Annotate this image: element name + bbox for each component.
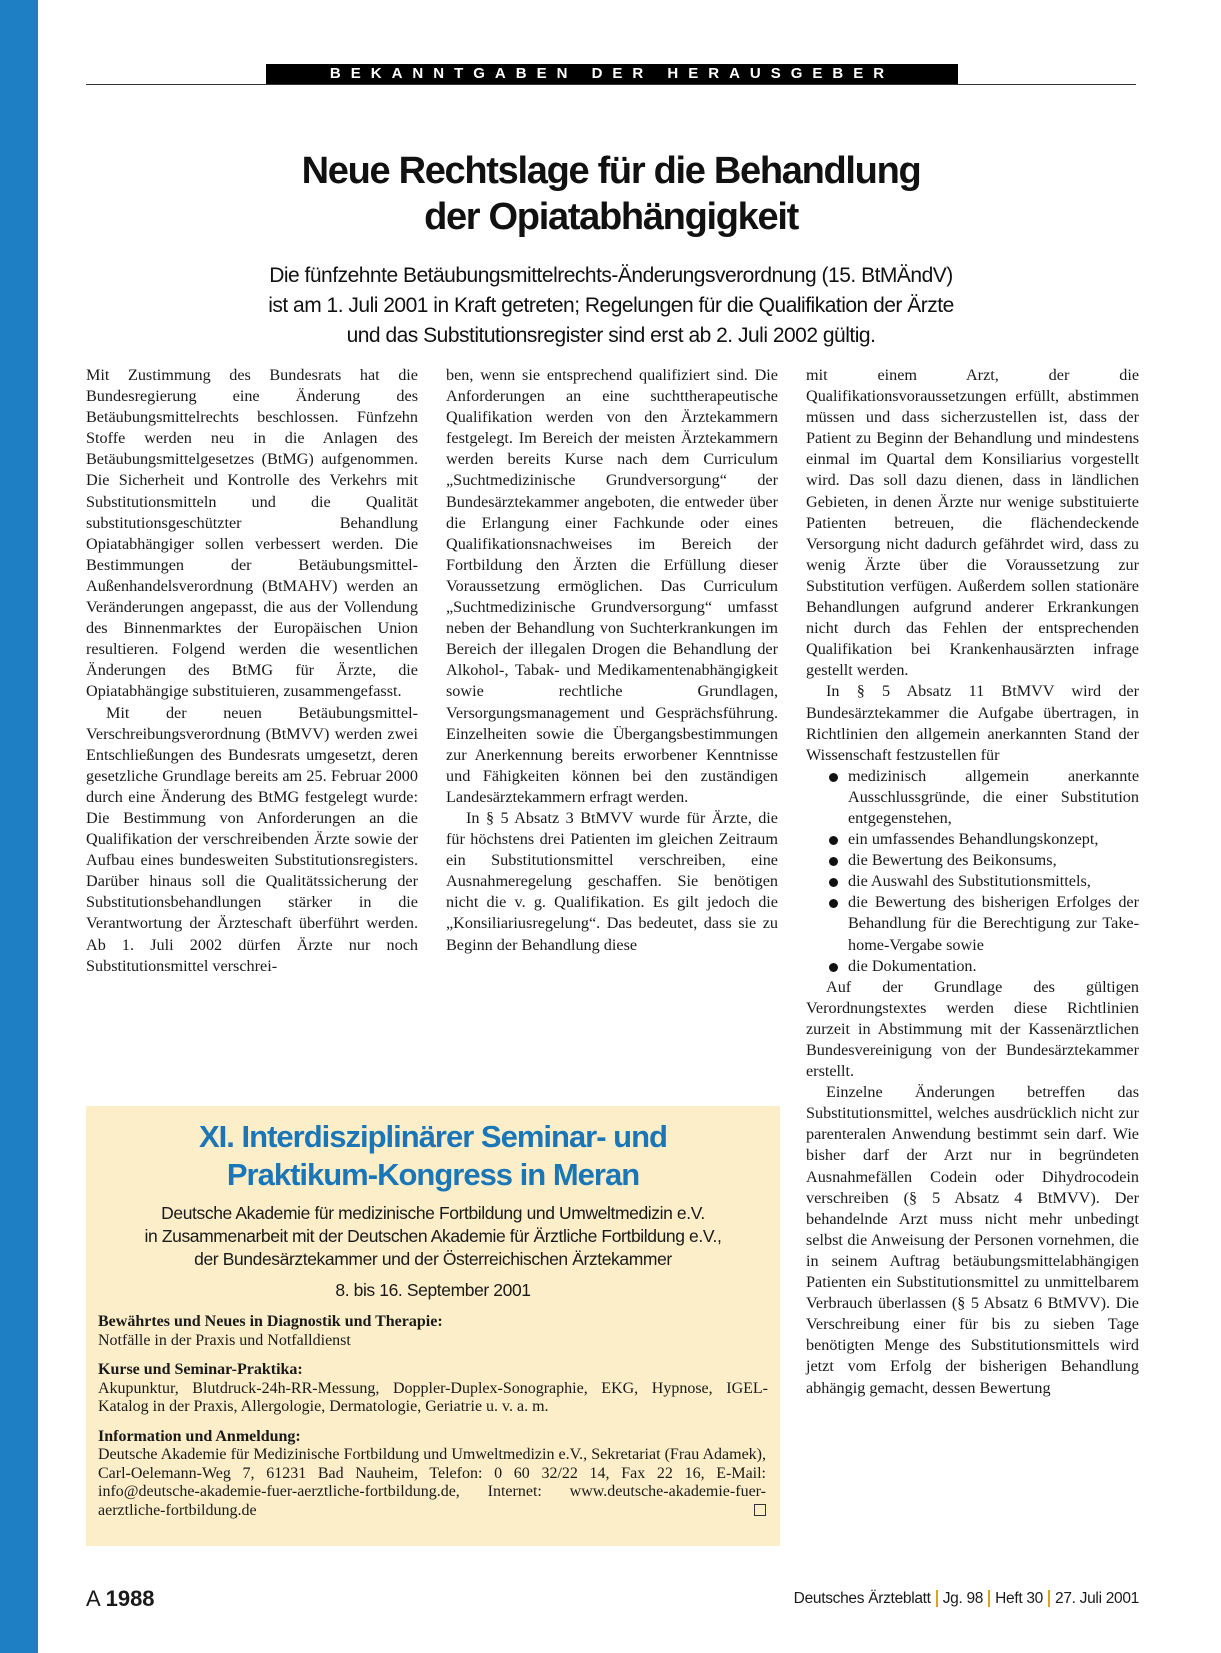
section-body-wrap [98, 1446, 768, 1520]
guideline-list [806, 766, 1139, 977]
paragraph: In § 5 Absatz 11 BtMVV wird der Bundesärztekammer die Aufgabe übertragen, in Richtlinien den allgemein anerkannten Stand der Wissenschaft festzustellen für [806, 682, 1139, 764]
article-subtitle [86, 261, 1136, 351]
section-body: Notfälle in der Praxis und Notfalldienst [98, 1331, 351, 1349]
section-heading: Kurse und Seminar-Praktika: [98, 1361, 303, 1378]
paragraph: ben, wenn sie entsprechend qualifiziert sind. Die Anforderungen an eine suchttherapeutische Qualifikation werden von den Ärztekammern festgelegt. Im Bereich der meisten Ärztekammern werden bereits Kurse nach dem Curriculum „Suchtmedizinische Grundversorgung“ der Bundesärztekammer angeboten, die entweder über die Erlangung einer Fachkunde oder eines Qualifikationsnachweises im Bereich der Fortbildung den Ärzten die Erfüllung dieser Voraussetzung ermöglichen. Das Curriculum „Suchtmedizinische Grundversorgung“ umfasst neben der Behandlung von Suchterkrankungen im Bereich der illegalen Drogen die Behandlung der Alkohol-, Tabak- und Medikamentenabhängigkeit sowie rechtliche Grundlagen, Versorgungsmanagement und Gesprächsführung. Einzelheiten sowie die Übergangsbestimmungen zur Anerkennung bereits erworbener Kenntnisse und Fähigkeiten können bei den zuständigen Landesärztekammern erfragt werden. [446, 366, 778, 806]
subtitle-line: und das Substitutionsregister sind erst ab 2. Juli 2002 gültig. [346, 324, 876, 347]
subtitle-line: ist am 1. Juli 2001 in Kraft getreten; Regelungen für die Qualifikation der Ärzte [268, 294, 954, 317]
congress-date: 8. bis 16. September 2001 [335, 1280, 531, 1300]
title-line: Neue Rechtslage für die Behandlung [301, 150, 921, 192]
box-section [98, 1361, 768, 1417]
bullet-icon [829, 773, 838, 782]
bullet-icon [829, 899, 838, 908]
subtitle-line: Die fünfzehnte Betäubungsmittelrechts-Änderungsverordnung (15. BtMÄndV) [269, 264, 953, 287]
bullet-icon [829, 857, 838, 866]
footer-separator [1048, 1590, 1050, 1607]
list-item-text: die Auswahl des Substitutionsmittels, [848, 872, 1091, 891]
journal-name: Deutsches Ärzteblatt [793, 1590, 931, 1607]
section-rubric: BEKANNTGABEN DER HERAUSGEBER [266, 64, 958, 84]
paragraph: mit einem Arzt, der die Qualifikationsvoraussetzungen erfüllt, abstimmen müssen und dass sicherzustellen ist, dass der Patient zu Beginn der Behandlung und mindestens einmal im Quartal dem Konsiliarius vorgestellt wird. Das soll dazu dienen, dass in ländlichen Gebieten, in denen Ärzte nur wenige substituierte Patienten betreuen, die flächendeckende Versorgung nicht dadurch gefährdet wird, dass zu wenig Ärzte über die Voraussetzung zur Substitution verfügen. Außerdem sollen stationäre Behandlungen aufgrund anderer Erkrankungen nicht durch das Fehlen der entsprechenden Qualifikation bei Krankenhausärzten infrage gestellt werden. [806, 366, 1139, 680]
organizer-line: der Bundesärztekammer und der Österreichischen Ärztekammer [194, 1249, 672, 1269]
box-title [98, 1118, 768, 1194]
journal-issue: Heft 30 [995, 1590, 1043, 1607]
footer-separator [988, 1590, 990, 1607]
text-column-1 [86, 365, 418, 977]
paragraph: Auf der Grundlage des gültigen Verordnungstextes werden diese Richtlinien zurzeit in Abstimmung mit der Kassenärztlichen Bundesvereinigung von der Bundesärztekammer erstellt. [806, 977, 1139, 1081]
paragraph: Mit der neuen Betäubungsmittel-Verschreibungsverordnung (BtMVV) werden zwei Entschließungen des Bundesrats umgesetzt, deren gesetzliche Grundlage bereits am 25. Februar 2000 durch eine Änderung des BtMG festgelegt wurde: Die Bestimmung von Anforderungen an die Qualifikation der verschreibenden Ärzte sowie der Aufbau eines bundesweiten Substitutionsregisters. Darüber hinaus soll die Qualitätssicherung der Substitutionsbehandlungen stärker in die Verantwortung der Ärzteschaft überführt werden. Ab 1. Juli 2002 dürfen Ärzte nur noch Substitutionsmittel verschrei- [86, 703, 418, 975]
list-item [806, 956, 1139, 977]
list-item [806, 850, 1139, 871]
organizer-line: Deutsche Akademie für medizinische Fortbildung und Umweltmedizin e.V. [161, 1203, 705, 1223]
list-item [806, 766, 1139, 829]
page-number [86, 1586, 155, 1612]
end-mark-icon [754, 1504, 766, 1516]
bullet-icon [829, 836, 838, 845]
bullet-icon [829, 878, 838, 887]
page-number-value: 1988 [105, 1586, 155, 1611]
congress-announcement-box [86, 1106, 780, 1546]
side-color-bar [0, 0, 38, 1653]
article-title [86, 148, 1136, 240]
section-heading: Information und Anmeldung: [98, 1427, 301, 1445]
text-column-2 [446, 365, 778, 956]
journal-footer [794, 1590, 1139, 1608]
rubric-rule [86, 84, 1136, 85]
box-section [98, 1313, 768, 1350]
list-item [806, 829, 1139, 850]
list-item-text: ein umfassendes Behandlungskonzept, [848, 830, 1099, 849]
section-body: Deutsche Akademie für Medizinische Fortbildung und Umweltmedizin e.V., Sekretariat (Frau Adamek), Carl-Oelemann-Weg 7, 61231 Bad Nauheim, Telefon: 0 60 32/22 14, Fax 22 16, E-Mail: info@deutsche-akademie-fuer-aerztliche-fortbildung.de, Internet: www.deutsche-akademie-fuer-aerztliche-fortbildung.de [98, 1446, 766, 1519]
paragraph: Mit Zustimmung des Bundesrats hat die Bundesregierung eine Änderung des Betäubungsmittelrechts beschlossen. Fünfzehn Stoffe werden neu in die Anlagen des Betäubungsmittelgesetzes (BtMG) aufgenommen. Die Sicherheit und Kontrolle des Verkehrs mit Substitutionsmitteln und die Qualität substitutionsgeschützter Behandlung Opiatabhängiger sollen verbessert werden. Die Bestimmungen der Betäubungsmittel-Außenhandelsverordnung (BtMAHV) werden an Veränderungen angepasst, die aus der Vollendung des Binnenmarktes der Europäischen Union resultieren. Folgend werden die wesentlichen Änderungen des BtMG für Ärzte, die Opiatabhängige substituieren, zusammengefasst. [86, 366, 418, 701]
title-line: der Opiatabhängigkeit [424, 196, 798, 238]
box-title-line: XI. Interdisziplinärer Seminar- und [199, 1119, 667, 1154]
box-title-line: Praktikum-Kongress in Meran [226, 1157, 640, 1192]
list-item [806, 892, 1139, 955]
bullet-icon [829, 963, 838, 972]
organizer-line: in Zusammenarbeit mit der Deutschen Akademie für Ärztliche Fortbildung e.V., [144, 1226, 722, 1246]
paragraph: In § 5 Absatz 3 BtMVV wurde für Ärzte, die für höchstens drei Patienten im gleichen Zeitraum ein Substitutionsmittel verschreiben, eine Ausnahmeregelung geschaffen. Sie benötigen nicht die v. g. Qualifikation. Es gilt jedoch die „Konsiliariusregelung“. Das bedeutet, dass sie zu Beginn der Behandlung diese [446, 808, 778, 954]
list-item-text: die Bewertung des bisherigen Erfolges der Behandlung für die Berechtigung zur Take-home-Vergabe sowie [848, 893, 1139, 954]
list-item-text: medizinisch allgemein anerkannte Ausschlussgründe, die einer Substitution entgegenstehen, [848, 766, 1139, 827]
journal-volume: Jg. 98 [942, 1590, 984, 1607]
journal-date: 27. Juli 2001 [1055, 1590, 1139, 1607]
box-organizers [98, 1202, 768, 1271]
list-item-text: die Dokumentation. [848, 956, 977, 975]
list-item-text: die Bewertung des Beikonsums, [848, 851, 1057, 870]
paragraph: Einzelne Änderungen betreffen das Substitutionsmittel, welches ausdrücklich nicht zur parenteralen Anwendung bestimmt sein darf. Wie bisher darf der Arzt nur in begründeten Ausnahmefällen Codein oder Dihydrocodein verschreiben (§ 5 Absatz 4 BtMVV). Der behandelnde Arzt muss nicht mehr unbedingt selbst die Anweisung der Personen vornehmen, die in seinem Auftrag betäubungsmittelabhängigen Patienten ein Substitutionsmittel zu unmittelbarem Verbrauch überlassen (§ 5 Absatz 6 BtMVV). Die Verschreibung einer für bis zu sieben Tage benötigten Menge des Substitutionsmittels wird jetzt vom Erfolg der bisherigen Behandlung abhängig gemacht, dessen Bewertung [806, 1083, 1139, 1397]
list-item [806, 871, 1139, 892]
section-heading: Bewährtes und Neues in Diagnostik und Therapie: [98, 1313, 443, 1330]
text-column-3 [806, 365, 1139, 1399]
section-body: Akupunktur, Blutdruck-24h-RR-Messung, Doppler-Duplex-Sonographie, EKG, Hypnose, IGEL-Katalog in der Praxis, Allergologie, Dermatologie, Geriatrie u. v. a. m. [98, 1379, 768, 1415]
page-prefix: A [86, 1586, 100, 1611]
footer-separator [936, 1590, 938, 1607]
box-section [98, 1428, 768, 1521]
